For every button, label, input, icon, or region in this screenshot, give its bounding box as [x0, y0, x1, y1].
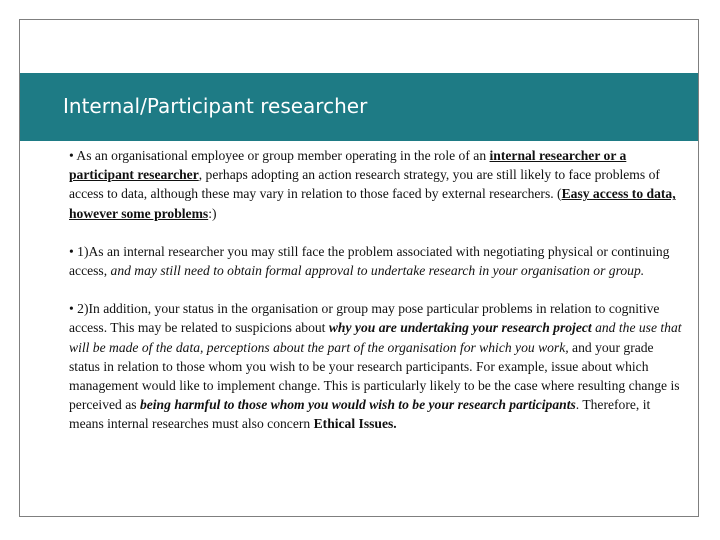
text-segment: Ethical Issues.: [313, 416, 397, 432]
text-segment: and the use that will be made of the data, perceptions about the part of the organisation for which you work,: [69, 320, 682, 355]
paragraph-physical-access: [69, 242, 687, 280]
text-segment: • 1)As an internal researcher you may still face the problem associated with negotiating physical or continuing access,: [69, 243, 670, 279]
paragraph-cognitive-access: [69, 299, 687, 433]
text-segment: . Therefore, it means internal researches must also concern: [69, 397, 651, 432]
paragraph-internal-researcher: [69, 146, 687, 223]
text-segment: and may still need to obtain formal approval to undertake research in your organisation or group.: [110, 263, 645, 279]
slide-body: [69, 146, 687, 453]
text-segment: and your grade status in relation to those whom you wish to be your research participants. For example, issue about which management would like to implement change. This is particularly likely to be the case where resulting change is perceived as: [69, 339, 680, 413]
text-segment: why you are undertaking your research project: [328, 320, 592, 336]
slide: [19, 19, 699, 517]
title-bar: [20, 73, 698, 141]
text-segment: Easy access to data, however some problems: [69, 186, 676, 221]
text-segment: , perhaps adopting an action research strategy, you are still likely to face problems of access to data, although these may vary in relation to those faced by external researchers. (: [69, 167, 660, 202]
slide-title: Internal/Participant researcher: [63, 94, 368, 118]
text-segment: internal researcher or a participant researcher: [69, 148, 627, 183]
text-segment: • 2)In addition, your status in the organisation or group may pose particular problems in relation to cognitive access. This may be related to suspicions about: [69, 301, 660, 336]
text-segment: :): [208, 205, 217, 221]
text-segment: • As an organisational employee or group member operating in the role of an: [69, 148, 490, 163]
text-segment: being harmful to those whom you would wish to be your research participants: [139, 397, 576, 413]
